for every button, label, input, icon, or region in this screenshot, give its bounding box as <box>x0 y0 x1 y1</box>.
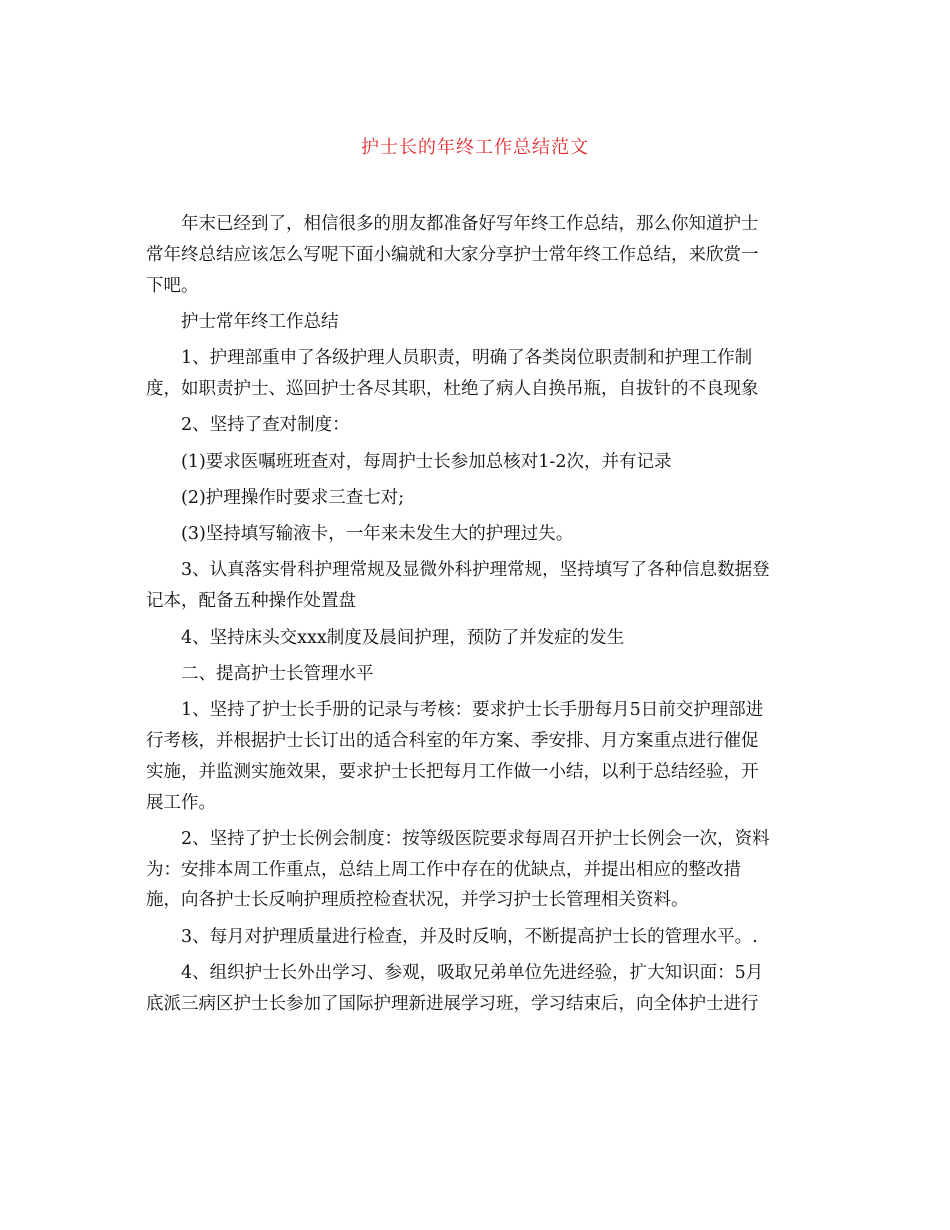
paragraph-line: 展工作。 <box>146 792 216 813</box>
paragraph-line: 1、护理部重申了各级护理人员职责，明确了各类岗位职责制和护理工作制 <box>181 348 753 369</box>
paragraph <box>146 447 810 478</box>
paragraph <box>146 659 810 690</box>
paragraph-line: 底派三病区护士长参加了国际护理新进展学习班，学习结束后，向全体护士进行 <box>146 993 759 1014</box>
paragraph <box>146 922 810 953</box>
paragraph-line: 年末已经到了，相信很多的朋友都准备好写年终工作总结，那么你知道护士 <box>181 214 759 234</box>
paragraph-line: 度，如职责护士、巡回护士各尽其职，杜绝了病人自换吊瓶，自拔针的不良现象 <box>146 378 759 399</box>
paragraph <box>146 519 810 550</box>
paragraph <box>146 623 810 654</box>
paragraph-line: (2)护理操作时要求三查七对; <box>181 487 405 508</box>
document-title: 护士长的年终工作总结范文 <box>361 137 589 158</box>
document-body <box>146 209 810 1025</box>
paragraph <box>146 483 810 514</box>
paragraph <box>146 307 810 338</box>
paragraph <box>146 824 810 916</box>
paragraph-line: 下吧。 <box>146 275 199 296</box>
paragraph-line: (3)坚持填写输液卡，一年来未发生大的护理过失。 <box>181 524 574 545</box>
paragraph-line: 2、坚持了护士长例会制度：按等级医院要求每周召开护士长例会一次，资料 <box>181 828 770 849</box>
paragraph-line: 常年终总结应该怎么写呢下面小编就和大家分享护士常年终工作总结，来欣赏一 <box>146 244 759 265</box>
paragraph <box>146 343 810 405</box>
paragraph-line: 1、坚持了护士长手册的记录与考核：要求护士长手册每月5日前交护理部进 <box>181 700 764 721</box>
paragraph-line: 2、坚持了查对制度： <box>181 415 350 436</box>
paragraph <box>146 695 810 818</box>
paragraph <box>146 555 810 617</box>
paragraph-line: (1)要求医嘱班班查对，每周护士长参加总核对1-2次，并有记录 <box>181 451 672 472</box>
paragraph-line: 3、每月对护理质量进行检查，并及时反响，不断提高护士长的管理水平。. <box>181 926 758 947</box>
paragraph-line: 3、认真落实骨科护理常规及显微外科护理常规，坚持填写了各种信息数据登 <box>181 560 770 581</box>
paragraph-line: 为：安排本周工作重点，总结上周工作中存在的优缺点，并提出相应的整改措 <box>146 859 741 880</box>
paragraph <box>146 209 810 301</box>
paragraph-line: 护士常年终工作总结 <box>181 311 339 332</box>
paragraph-line: 4、组织护士长外出学习、参观，吸取兄弟单位先进经验，扩大知识面：5月 <box>181 963 764 984</box>
paragraph-line: 二、提高护士长管理水平 <box>181 663 374 684</box>
paragraph <box>146 410 810 441</box>
paragraph-line: 实施，并监测实施效果，要求护士长把每月工作做一小结，以利于总结经验，开 <box>146 761 759 782</box>
paragraph <box>146 958 810 1020</box>
paragraph-line: 施，向各护士长反响护理质控检查状况，并学习护士长管理相关资料。 <box>146 890 689 911</box>
paragraph-line: 行考核，并根据护士长订出的适合科室的年方案、季安排、月方案重点进行催促 <box>146 730 759 751</box>
paragraph-line: 4、坚持床头交xxx制度及晨间护理，预防了并发症的发生 <box>181 627 625 648</box>
paragraph-line: 记本，配备五种操作处置盘 <box>146 591 356 612</box>
